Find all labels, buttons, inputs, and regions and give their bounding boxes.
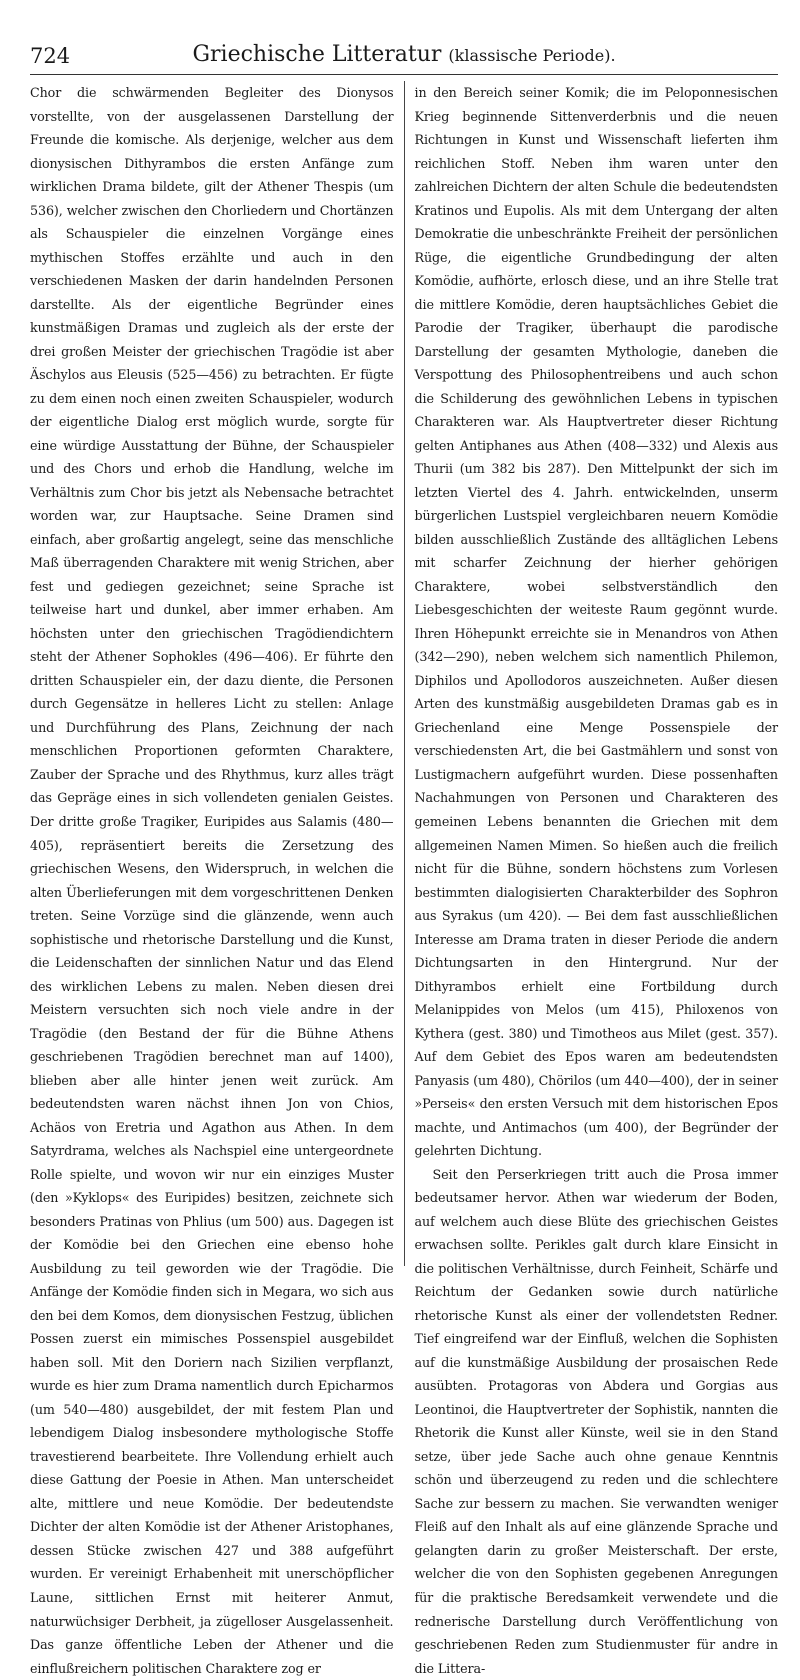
- two-column-body: [30, 81, 778, 1676]
- page-number: 724: [30, 44, 71, 68]
- running-subtitle: (klassische Periode).: [448, 46, 616, 65]
- left-column: [30, 81, 394, 1676]
- running-title: Griechische Litteratur: [192, 42, 442, 67]
- paragraph: in den Bereich seiner Komik; die im Peloponnesischen Krieg beginnende Sittenverderbnis und die neuen Richtungen in Kunst und Wissenschaft lieferten ihm reichlichen Stoff. Neben ihm waren unter den zahlreichen Dichtern der alten Schule die bedeutendsten Kratinos und Eupolis. Als mit dem Untergang der alten Demokratie die unbeschränkte Freiheit der persönlichen Rüge, die eigentliche Grundbedingung der alten Komödie, aufhörte, erlosch diese, und an ihre Stelle trat die mittlere Komödie, deren hauptsächliches Gebiet die Parodie der Tragiker, überhaupt die parodische Darstellung der gesamten Mythologie, daneben die Verspottung des Philosophentreibens und auch schon die Schilderung des gewöhnlichen Lebens in typischen Charakteren war. Als Hauptvertreter dieser Richtung gelten Antiphanes aus Athen (408—332) und Alexis aus Thurii (um 382 bis 287). Den Mittelpunkt der sich im letzten Viertel des 4. Jahrh. entwickelnden, unserm bürgerlichen Lustspiel vergleichbaren neuern Komödie bilden ausschließlich Zustände des alltäglichen Lebens mit scharfer Zeichnung der hierher gehörigen Charaktere, wobei selbstverständlich den Liebesgeschichten der weiteste Raum gegönnt wurde. Ihren Höhepunkt erreichte sie in Menandros von Athen (342—290), neben welchem sich namentlich Philemon, Diphilos und Apollodoros auszeichneten. Außer diesen Arten des kunstmäßig ausgebildeten Dramas gab es in Griechenland eine Menge Possenspiele der verschiedensten Art, die bei Gastmählern und sonst von Lustigmachern aufgeführt wurden. Diese possenhaften Nachahmungen von Personen und Charakteren des gemeinen Lebens benannten die Griechen mit dem allgemeinen Namen Mimen. So hießen auch die freilich nicht für die Bühne, sondern höchstens zum Vorlesen bestimmten dialogisierten Charakterbilder des Sophron aus Syrakus (um 420). — Bei dem fast ausschließlichen Interesse am Drama traten in dieser Periode die andern Dichtungsarten in den Hintergrund. Nur der Dithyrambos erhielt eine Fortbildung durch Melanippides von Melos (um 415), Philoxenos von Kythera (gest. 380) und Timotheos aus Milet (gest. 357). Auf dem Gebiet des Epos waren am bedeutendsten Panyasis (um 480), Chörilos (um 440—400), der in seiner »Perseis« den ersten Versuch mit dem historischen Epos machte, und Antimachos (um 400), der Begründer der gelehrten Dichtung.: [414, 85, 778, 1159]
- column-divider: [404, 81, 405, 1266]
- paragraph: Chor die schwärmenden Begleiter des Dionysos vorstellte, von der ausgelassenen Darstellung der Freunde die komische. Als derjenige, welcher aus dem dionysischen Dithyrambos die ersten Anfänge zum wirklichen Drama bildete, gilt der Athener Thespis (um 536), welcher zwischen den Chorliedern und Chortänzen als Schauspieler die einzelnen Vorgänge eines mythischen Stoffes erzählte und auch in den verschiedenen Masken der darin handelnden Personen darstellte. Als der eigentliche Begründer eines kunstmäßigen Dramas und zugleich als der erste der drei großen Meister der griechischen Tragödie ist aber Äschylos aus Eleusis (525—456) zu betrachten. Er fügte zu dem einen noch einen zweiten Schauspieler, wodurch der eigentliche Dialog erst möglich wurde, sorgte für eine würdige Ausstattung der Bühne, der Schauspieler und des Chors und erhob die Handlung, welche im Verhältnis zum Chor bis jetzt als Nebensache betrachtet worden war, zur Hauptsache. Seine Dramen sind einfach, aber großartig angelegt, seine das menschliche Maß überragenden Charaktere mit wenig Strichen, aber fest und gediegen gezeichnet; seine Sprache ist teilweise hart und dunkel, aber immer erhaben. Am höchsten unter den griechischen Tragödiendichtern steht der Athener Sophokles (496—406). Er führte den dritten Schauspieler ein, der dazu diente, die Personen durch Gegensätze in helleres Licht zu stellen: Anlage und Durchführung des Plans, Zeichnung der nach menschlichen Proportionen geformten Charaktere, Zauber der Sprache und des Rhythmus, kurz alles trägt das Gepräge eines in sich vollendeten genialen Geistes. Der dritte große Tragiker, Euripides aus Salamis (480—405), repräsentiert bereits die Zersetzung des griechischen Wesens, den Widerspruch, in welchen die alten Überlieferungen mit dem vorgeschrittenen Denken treten. Seine Vorzüge sind die glänzende, wenn auch sophistische und rhetorische Darstellung und die Kunst, die Leidenschaften der sinnlichen Natur und das Elend des wirklichen Lebens zu malen. Neben diesen drei Meistern versuchten sich noch viele andre in der Tragödie (den Bestand der für die Bühne Athens geschriebenen Tragödien berechnet man auf 1400), blieben aber alle hinter jenen weit zurück. Am bedeutendsten waren nächst ihnen Jon von Chios, Achäos von Eretria und Agathon aus Athen. In dem Satyrdrama, welches als Nachspiel eine untergeordnete Rolle spielte, und wovon wir nur ein einziges Muster (den »Kyklops« des Euripides) besitzen, zeichnete sich besonders Pratinas von Phlius (um 500) aus. Dagegen ist der Komödie bei den Griechen eine ebenso hohe Ausbildung zu teil geworden wie der Tragödie. Die Anfänge der Komödie finden sich in Megara, wo sich aus den bei dem Komos, dem dionysischen Festzug, üblichen Possen zuerst ein mimisches Possenspiel ausgebildet haben soll. Mit den Doriern nach Sizilien verpflanzt, wurde es hier zum Drama namentlich durch Epicharmos (um 540—480) ausgebildet, der mit festem Plan und lebendigem Dialog insbesondere mythologische Stoffe travestierend bearbeitete. Ihre Vollendung erhielt auch diese Gattung der Poesie in Athen. Man unterscheidet alte, mittlere und neue Komödie. Der bedeutendste Dichter der alten Komödie ist der Athener Aristophanes, dessen Stücke zwischen 427 und 388 aufgeführt wurden. Er vereinigt Erhabenheit mit unerschöpflicher Laune, sittlichen Ernst mit heiterer Anmut, naturwüchsiger Derbheit, ja zügelloser Ausgelassenheit. Das ganze öffentliche Leben der Athener und die einflußreichern politischen Charaktere zog er: [30, 85, 394, 1676]
- page-title: [30, 42, 778, 67]
- page-header: [30, 40, 778, 75]
- right-column: [414, 81, 779, 1676]
- paragraph: Seit den Perserkriegen tritt auch die Prosa immer bedeutsamer hervor. Athen war wiederum der Boden, auf welchem auch diese Blüte des griechischen Geistes erwachsen sollte. Perikles galt durch klare Einsicht in die politischen Verhältnisse, durch Feinheit, Schärfe und Reichtum der Gedanken sowie durch natürliche rhetorische Kunst als einer der vollendetsten Redner. Tief eingreifend war der Einfluß, welchen die Sophisten auf die kunstmäßige Ausbildung der prosaischen Rede ausübten. Protagoras von Abdera und Gorgias aus Leontinoi, die Hauptvertreter der Sophistik, nannten die Rhetorik die Kunst aller Künste, weil sie in den Stand setze, über jede Sache auch ohne genaue Kenntnis schön und überzeugend zu reden und die schlechtere Sache zur bessern zu machen. Sie verwandten weniger Fleiß auf den Inhalt als auf eine glänzende Sprache und gelangten darin zu großer Meisterschaft. Der erste, welcher die von den Sophisten gegebenen Anregungen für die praktische Beredsamkeit verwendete und die rednerische Darstellung durch Veröffentlichung von geschriebenen Reden zum Studienmuster für andre in die Littera-: [414, 1166, 778, 1676]
